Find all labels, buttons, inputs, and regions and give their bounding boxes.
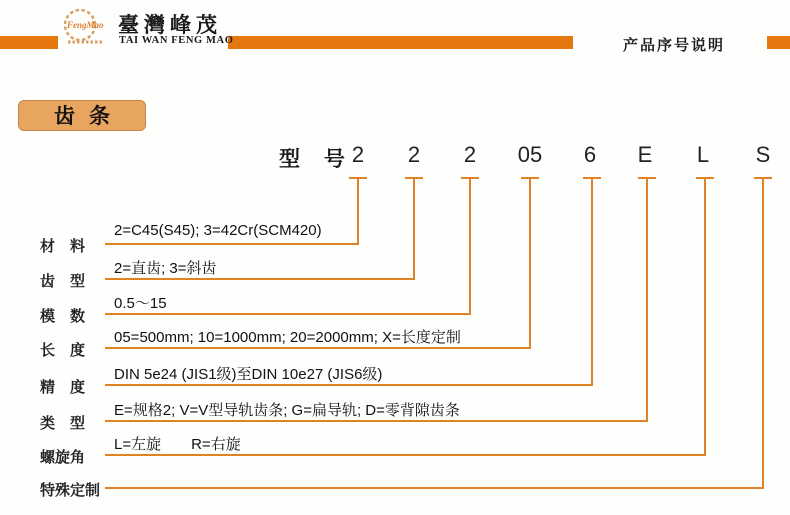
- model-code-module: 2: [463, 142, 477, 167]
- header-bar-middle: [228, 36, 573, 49]
- row-label-length: 长 度: [40, 342, 86, 359]
- model-code-special: S: [755, 142, 771, 167]
- row-desc-length: 05=500mm; 10=1000mm; 20=2000mm; X=长度定制: [114, 329, 461, 346]
- row-label-material: 材 料: [40, 238, 86, 255]
- fengmao-gear-logo-icon: [56, 5, 114, 51]
- row-label-module: 模 数: [40, 308, 86, 325]
- connector-stem-1: [357, 177, 359, 245]
- row-label-toothtype: 齿 型: [40, 273, 86, 290]
- row-line-material: [105, 243, 359, 245]
- brand-name-cn: 臺灣峰茂: [118, 14, 222, 37]
- page-section-title: 产品序号说明: [622, 37, 725, 54]
- brand-name-en: TAI WAN FENG MAO: [119, 35, 234, 46]
- header-bar-left: [0, 36, 58, 49]
- svg-text:FengMao: FengMao: [67, 20, 104, 30]
- row-label-precision: 精 度: [40, 379, 86, 396]
- row-desc-module: 0.5～15: [114, 295, 167, 312]
- model-code-toothtype: 2: [407, 142, 421, 167]
- row-desc-type: E=规格2; V=V型导轨齿条; G=扁导轨; D=零背隙齿条: [114, 402, 460, 419]
- model-code-type: E: [637, 142, 653, 167]
- row-line-type: [105, 420, 648, 422]
- row-desc-toothtype: 2=直齿; 3=斜齿: [114, 260, 217, 277]
- row-desc-helix: L=左旋 R=右旋: [114, 436, 241, 453]
- row-line-special: [105, 487, 764, 489]
- row-line-helix: [105, 454, 706, 456]
- row-label-type: 类 型: [40, 415, 86, 432]
- model-prefix-label: 型 号: [279, 148, 354, 171]
- row-desc-precision: DIN 5e24 (JIS1级)至DIN 10e27 (JIS6级): [114, 366, 383, 383]
- connector-stem-3: [469, 177, 471, 315]
- model-code-precision: 6: [583, 142, 597, 167]
- row-label-helix: 螺旋角: [40, 449, 86, 466]
- connector-stem-2: [413, 177, 415, 280]
- row-label-special: 特殊定制: [40, 482, 101, 499]
- category-badge-rack: 齿条: [18, 100, 146, 131]
- row-desc-material: 2=C45(S45); 3=42Cr(SCM420): [114, 222, 322, 239]
- connector-stem-5: [591, 177, 593, 386]
- connector-stem-6: [646, 177, 648, 422]
- row-line-precision: [105, 384, 593, 386]
- connector-stem-4: [529, 177, 531, 349]
- row-line-toothtype: [105, 278, 415, 280]
- connector-stem-8: [762, 177, 764, 489]
- row-line-module: [105, 313, 471, 315]
- model-code-helix: L: [696, 142, 710, 167]
- connector-stem-7: [704, 177, 706, 456]
- model-code-length: 05: [517, 142, 543, 167]
- header-bar-right: [767, 36, 790, 49]
- row-line-length: [105, 347, 531, 349]
- model-code-material: 2: [351, 142, 365, 167]
